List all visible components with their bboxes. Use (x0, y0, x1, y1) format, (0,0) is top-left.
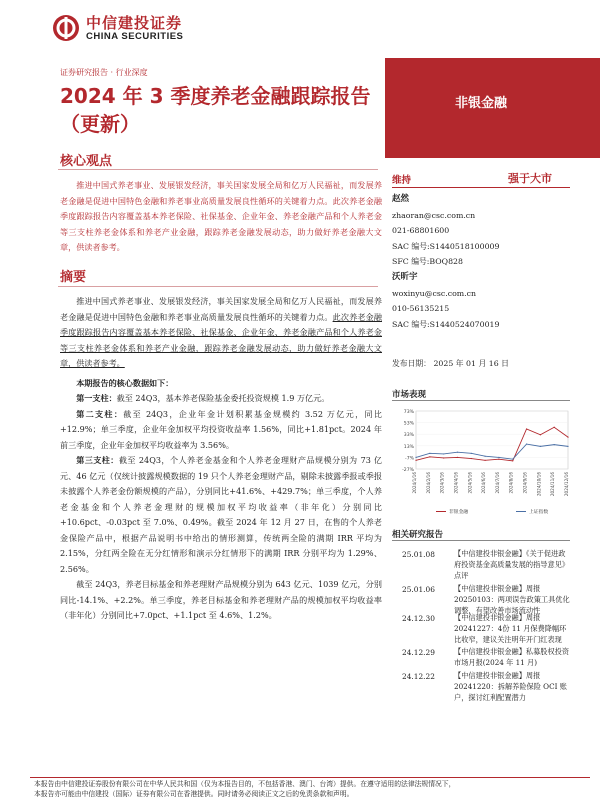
market-performance-chart (392, 405, 572, 520)
logo-english: CHINA SECURITIES (86, 30, 184, 42)
chart-x-tick-label: 2024/8/16 (508, 472, 514, 494)
abstract-body (60, 294, 382, 624)
analyst-block (392, 192, 499, 332)
related-report[interactable] (392, 612, 570, 645)
chart-data-point (443, 453, 444, 454)
chart-data-point (415, 460, 416, 461)
chart-data-point (471, 453, 472, 454)
chart-data-point (457, 452, 458, 453)
chart-data-point (443, 457, 444, 458)
chart-y-tick-label: -7% (405, 456, 414, 462)
chart-data-point (554, 427, 555, 428)
chart-data-point (526, 428, 527, 429)
abstract-heading: 摘要 (60, 270, 87, 285)
footer-disclaimer-1: 本报告由中信建投证券股份有限公司在中华人民共和国（仅为本报告目的，不包括香港、澳门、台湾）提供。在遵守适用的法律法规情况下， (34, 780, 456, 788)
chart-data-point (567, 437, 568, 438)
related-report-date: 24.12.22 (402, 672, 435, 681)
chart-x-tick-label: 2024/1/16 (412, 472, 417, 494)
sector-label: 非银金融 (455, 96, 508, 111)
market-divider (392, 400, 570, 401)
analyst-sac: SAC 编号:S1440518100009 (392, 241, 500, 251)
related-report-date: 25.01.08 (402, 550, 435, 559)
chart-data-point (471, 458, 472, 459)
related-report-title: 【中信建投非银金融】周报20241227：4份 11 月保费降幅环比收窄，建议关注明年开门红表现 (454, 613, 567, 644)
breadcrumb: 证券研究报告 · 行业深度 (60, 68, 148, 77)
chart-series-line (416, 427, 568, 461)
chart-data-point (498, 459, 499, 460)
analyst-name: 赵然 (392, 194, 410, 204)
chart-data-point (512, 460, 513, 461)
chart-data-point (540, 446, 541, 447)
chart-x-tick-label: 2024/11/16 (550, 472, 556, 497)
chart-data-point (457, 457, 458, 458)
chart-x-tick-label: 2024/3/16 (439, 472, 445, 494)
related-report-title: 【中信建投非银金融】《关于促进政府投资基金高质量发展的指导意见》点评 (454, 549, 570, 580)
chart-y-tick-label: 53% (403, 421, 414, 427)
related-report-title: 【中信建投非银金融】私募股权投资市场月报(2024 年 11 月) (454, 647, 570, 667)
chart-x-tick-label: 2024/9/16 (522, 472, 528, 494)
related-report-date: 24.12.29 (402, 648, 435, 657)
abstract-divider (58, 286, 378, 287)
core-view-divider (58, 169, 378, 170)
related-report-date: 24.12.30 (402, 614, 435, 623)
related-report[interactable] (392, 670, 570, 703)
chart-data-point (484, 456, 485, 457)
chart-data-point (429, 453, 430, 454)
chart-x-tick-label: 2024/7/16 (494, 472, 500, 494)
chart-data-point (567, 446, 568, 447)
pillar-two-text: 截至 24Q3，企业年金计划积累基金规模约 3.52 万亿元，同比+12.9%；单三季度，企业年金加权平均投资收益率 1.56%，同比+1.81pct。2024 年前三季度，企业年金加权平均收益率为 3.56%。 (60, 408, 382, 450)
chart-y-tick-label: -27% (402, 468, 414, 473)
related-report[interactable] (392, 548, 570, 581)
chart-y-tick-label: 13% (403, 444, 414, 450)
analyst-name: 沃昕宇 (392, 271, 418, 282)
analyst-email[interactable]: zhaoran@csc.com.cn (392, 210, 476, 220)
related-report-title: 【中信建投非银金融】周报20241220：拆解养险保险 OCI 账户，探讨红利配置潜力 (454, 671, 567, 702)
rating-value: 强于大市 (508, 172, 552, 185)
pillar-one-text: 截至 24Q3，基本养老保险基金委托投资规模 1.9 万亿元。 (116, 393, 330, 403)
chart-data-point (415, 457, 416, 458)
logo-chinese: 中信建投证券 (86, 13, 183, 32)
chart-data-point (540, 434, 541, 435)
company-logo-icon (52, 14, 80, 42)
market-heading: 市场表现 (392, 390, 427, 400)
related-report-date: 25.01.06 (402, 585, 435, 594)
chart-x-tick-label: 2024/12/16 (564, 472, 569, 497)
rating-label: 维持 (392, 175, 412, 186)
chart-y-tick-label: 73% (403, 410, 414, 415)
chart-y-tick-label: 33% (403, 433, 414, 439)
analyst-sac: SAC 编号:S1440524070019 (392, 319, 500, 329)
footer-disclaimer-2: 本报告亦可能由中信建投（国际）证券有限公司在香港提供。同时请务必阅读正文之后的免责条款和声明。 (34, 790, 354, 798)
abstract-p2: 本期报告的核心数据如下： (76, 377, 174, 388)
pillar-three-label: 第三支柱： (76, 455, 119, 465)
chart-data-point (429, 456, 430, 457)
core-view-text: 推进中国式养老事业、发展银发经济，事关国家发展全局和亿万人民福祉，而发展养老金融是促进中国特色金融和养老事业高质量发展良性循环的关键着力点。此次养老金融季度跟踪报告内容覆盖基本养老保险、社保基金、企业年金、养老金融产品和个人养老金等三支柱养老金体系和养老产业金融，跟踪养老金融发展动态，助力做好养老金融大文章，供读者参考。 (60, 180, 382, 252)
related-report[interactable] (392, 646, 570, 668)
chart-data-point (498, 457, 499, 458)
chart-data-point (512, 459, 513, 460)
abstract-p6: 截至 24Q3，养老目标基金和养老理财产品规模分别为 643 亿元、1039 亿元，分别同比-14.1%、+2.2%。单三季度，养老目标基金和养老理财产品的规模加权平均收益率（非年化）分别同比+7.0pct、+1.1pct 至 4.6%、1.2%。 (60, 579, 382, 620)
pillar-one-label: 第一支柱： (76, 393, 117, 403)
pillar-two-label: 第二支柱： (76, 408, 124, 419)
abstract-p1a: 推进中国式养老事业、发展银发经济，事关国家发展全局和亿万人民福祉，而发展养老金融是促进中国特色金融和养老事业高质量发展良性循环的关键着力点。 (60, 296, 382, 322)
chart-x-tick-label: 2024/4/16 (453, 472, 459, 494)
page-title: 2024 年 3 季度养老金融跟踪报告（更新） (60, 84, 371, 136)
related-divider (392, 540, 570, 541)
chart-data-point (526, 443, 527, 444)
chart-data-point (484, 460, 485, 461)
company-logo (52, 10, 222, 46)
related-report-title: 【中信建投非银金融】周报20250103：两项误告政策工具优化调整，有望改善市场流动性 (454, 584, 570, 615)
chart-x-tick-label: 2024/6/16 (481, 472, 487, 494)
chart-legend-label: 非银金融 (449, 510, 469, 515)
footer-divider (30, 777, 590, 778)
analyst-sfc: SFC 编号:BOQ828 (392, 257, 463, 267)
core-view-heading: 核心观点 (60, 154, 113, 169)
publish-date: 发布日期： 2025 年 01 月 16 日 (392, 359, 509, 368)
analyst-phone: 010-56135215 (392, 304, 450, 314)
pillar-three-text: 截至 24Q3，个人养老金基金和个人养老金理财产品规模分别为 73 亿元、46 亿元（仅统计披露规模数据的 19 只个人养老金理财产品，剔除未披露季报或季报未披露个人养老金份额规模的产品），分别同比+41.6%、+429.7%；单三季度，个人养老金基金和个人养老金理财的规模加权平均收益率（非年化）分别同比+10.6pct、-0.03pct 至 7.0%、0.49%。截至 2024 年 12 月 27 日，在售的个人养老金保险产品中，根据产品说明书中给出的情形测算，传统两全险的满期 IRR 平均为 2.15%，分红两全险在无分红情形和演示分红情形下的满期 IRR 分别平均为 1.29%、2.56%。 (60, 455, 382, 574)
chart-x-tick-label: 2024/10/16 (536, 472, 542, 497)
chart-data-point (554, 444, 555, 445)
abstract-p1b: 此次养老金融季度跟踪报告内容覆盖基本养老保险、社保基金、企业年金、养老金融产品和个人养老金等三支柱养老金体系和养老产业金融，跟踪养老金融发展动态，助力做好养老金融大文章，供读者参考。 (60, 311, 382, 368)
rating-divider (392, 187, 570, 188)
chart-plot-area (416, 411, 568, 469)
chart-x-tick-label: 2024/2/16 (425, 472, 431, 494)
analyst-email[interactable]: woxinyu@csc.com.cn (392, 288, 477, 298)
chart-series-line (416, 444, 568, 459)
chart-legend-label: 上证指数 (529, 510, 549, 515)
related-heading: 相关研究报告 (392, 530, 444, 540)
analyst-phone: 021-68801600 (392, 226, 450, 236)
chart-x-tick-label: 2024/5/16 (467, 472, 473, 494)
